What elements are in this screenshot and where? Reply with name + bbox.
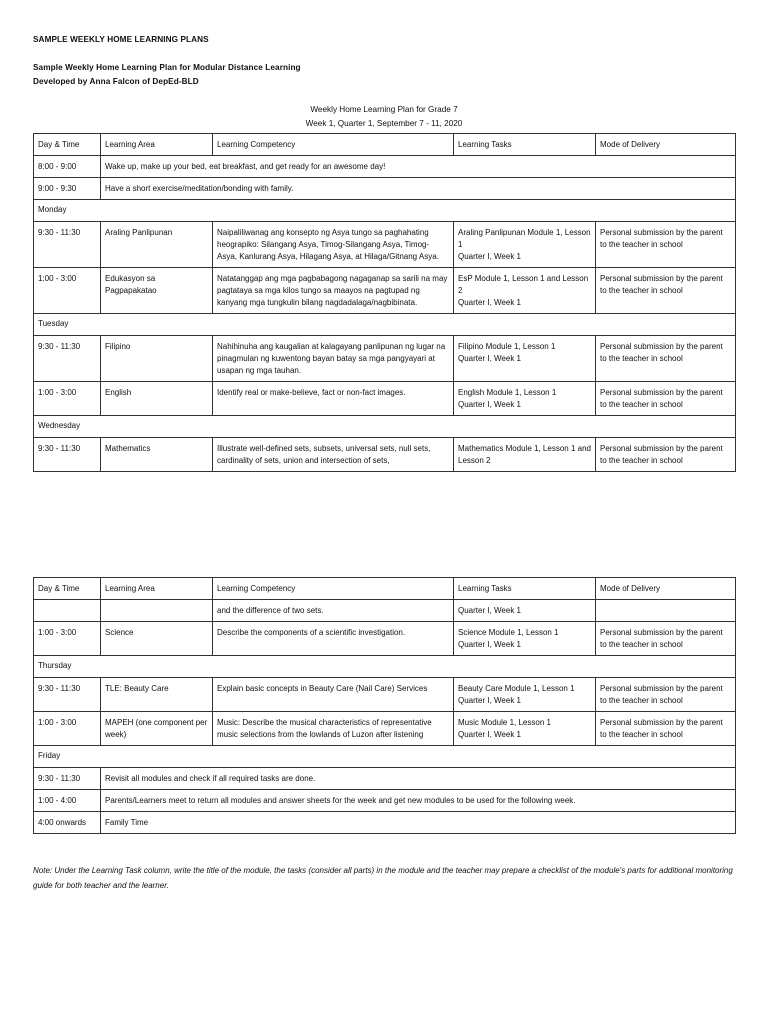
header-learning-tasks: Learning Tasks [454, 578, 596, 600]
header-learning-tasks: Learning Tasks [454, 134, 596, 156]
learning-area-cell [101, 600, 213, 622]
learning-competency-cell: Nahihinuha ang kaugalian at kalagayang panlipunan ng lugar na pinagmulan ng kuwentong bayan batay sa mga pangyayari at usapan ng mga tauhan. [213, 336, 454, 382]
schedule-row [34, 790, 736, 812]
learning-area-cell: MAPEH (one component per week) [101, 712, 213, 746]
table-row [34, 382, 736, 416]
task-line: Quarter I, Week 1 [458, 252, 521, 261]
day-label: Wednesday [34, 416, 736, 438]
task-line: EsP Module 1, Lesson 1 and Lesson 2 [458, 274, 589, 295]
header-learning-competency: Learning Competency [213, 578, 454, 600]
day-label: Tuesday [34, 314, 736, 336]
learning-tasks-cell [454, 622, 596, 656]
learning-tasks-cell [454, 382, 596, 416]
time-cell: 9:30 - 11:30 [34, 336, 101, 382]
task-line: Quarter I, Week 1 [458, 640, 521, 649]
mode-of-delivery-cell: Personal submission by the parent to the teacher in school [596, 336, 736, 382]
mode-of-delivery-cell [596, 600, 736, 622]
table-body [34, 600, 736, 834]
schedule-row [34, 812, 736, 834]
day-row [34, 314, 736, 336]
learning-area-cell: English [101, 382, 213, 416]
learning-tasks-cell [454, 336, 596, 382]
table-header-row [34, 134, 736, 156]
header-learning-competency: Learning Competency [213, 134, 454, 156]
day-row [34, 746, 736, 768]
learning-area-cell: Filipino [101, 336, 213, 382]
learning-tasks-cell [454, 712, 596, 746]
time-cell: 1:00 - 3:00 [34, 622, 101, 656]
mode-of-delivery-cell: Personal submission by the parent to the teacher in school [596, 712, 736, 746]
learning-area-cell: TLE: Beauty Care [101, 678, 213, 712]
time-cell: 1:00 - 3:00 [34, 382, 101, 416]
schedule-row [34, 156, 736, 178]
plan-title: Weekly Home Learning Plan for Grade 7 [310, 105, 458, 114]
time-cell: 8:00 - 9:00 [34, 156, 101, 178]
time-cell: 1:00 - 4:00 [34, 790, 101, 812]
time-cell: 9:30 - 11:30 [34, 678, 101, 712]
task-line: Mathematics Module 1, Lesson 1 and Lesson 2 [458, 444, 591, 465]
learning-area-cell: Araling Panlipunan [101, 222, 213, 268]
activity-cell: Revisit all modules and check if all required tasks are done. [101, 768, 736, 790]
time-cell: 1:00 - 3:00 [34, 712, 101, 746]
activity-cell: Parents/Learners meet to return all modules and answer sheets for the week and get new modules to be used for the following week. [101, 790, 736, 812]
day-label: Friday [34, 746, 736, 768]
table-body [34, 156, 736, 472]
mode-of-delivery-cell: Personal submission by the parent to the teacher in school [596, 222, 736, 268]
time-cell: 9:00 - 9:30 [34, 178, 101, 200]
header-mode-of-delivery: Mode of Delivery [596, 134, 736, 156]
learning-competency-cell: Naipaliliwanag ang konsepto ng Asya tungo sa paghahating heograpiko: Silangang Asya, Timog-Silangang Asya, Timog-Asya, Kanlurang Asya, Hilagang Asya, at Hilaga/Gitnang Asya. [213, 222, 454, 268]
task-line: English Module 1, Lesson 1 [458, 388, 557, 397]
mode-of-delivery-cell: Personal submission by the parent to the teacher in school [596, 678, 736, 712]
mode-of-delivery-cell: Personal submission by the parent to the teacher in school [596, 622, 736, 656]
learning-competency-cell: Illustrate well-defined sets, subsets, universal sets, null sets, cardinality of sets, union and intersection of sets, [213, 438, 454, 472]
task-line: Quarter I, Week 1 [458, 354, 521, 363]
task-line: Beauty Care Module 1, Lesson 1 [458, 684, 575, 693]
footnote: Note: Under the Learning Task column, write the title of the module, the tasks (consider all parts) in the module and the teacher may prepare a checklist of the module's parts for additional monitoring guide for both teacher and the learner. [33, 866, 733, 890]
task-line: Science Module 1, Lesson 1 [458, 628, 559, 637]
task-line: Quarter I, Week 1 [458, 606, 521, 615]
header-day-time: Day & Time [34, 134, 101, 156]
table-row [34, 222, 736, 268]
time-cell: 1:00 - 3:00 [34, 268, 101, 314]
mode-of-delivery-cell: Personal submission by the parent to the teacher in school [596, 268, 736, 314]
learning-area-cell: Edukasyon sa Pagpapakatao [101, 268, 213, 314]
learning-area-cell: Mathematics [101, 438, 213, 472]
day-row [34, 656, 736, 678]
activity-cell: Wake up, make up your bed, eat breakfast, and get ready for an awesome day! [101, 156, 736, 178]
day-label: Thursday [34, 656, 736, 678]
learning-plan-table-1 [33, 133, 736, 472]
day-row [34, 200, 736, 222]
learning-competency-cell: Identify real or make-believe, fact or non-fact images. [213, 382, 454, 416]
learning-tasks-cell [454, 678, 596, 712]
header-mode-of-delivery: Mode of Delivery [596, 578, 736, 600]
time-cell [34, 600, 101, 622]
day-label: Monday [34, 200, 736, 222]
mode-of-delivery-cell: Personal submission by the parent to the teacher in school [596, 438, 736, 472]
mode-of-delivery-cell: Personal submission by the parent to the teacher in school [596, 382, 736, 416]
learning-competency-cell: Natatanggap ang mga pagbabagong nagaganap sa sarili na may pagtataya sa mga kilos tungo sa maayos na pagtupad ng kanyang mga tungkulin bilang nagdadalaga/nagbibinata. [213, 268, 454, 314]
learning-competency-cell: Explain basic concepts in Beauty Care (Nail Care) Services [213, 678, 454, 712]
learning-competency-cell: and the difference of two sets. [213, 600, 454, 622]
task-line: Quarter I, Week 1 [458, 696, 521, 705]
activity-cell: Have a short exercise/meditation/bonding with family. [101, 178, 736, 200]
table-row [34, 622, 736, 656]
task-line: Music Module 1, Lesson 1 [458, 718, 551, 727]
time-cell: 9:30 - 11:30 [34, 768, 101, 790]
document-author: Developed by Anna Falcon of DepEd-BLD [33, 77, 199, 86]
task-line: Filipino Module 1, Lesson 1 [458, 342, 556, 351]
plan-week: Week 1, Quarter 1, September 7 - 11, 2020 [305, 119, 463, 128]
document-heading: SAMPLE WEEKLY HOME LEARNING PLANS [33, 35, 209, 44]
schedule-row [34, 178, 736, 200]
table-row [34, 438, 736, 472]
day-row [34, 416, 736, 438]
table-row [34, 600, 736, 622]
task-line: Quarter I, Week 1 [458, 400, 521, 409]
table-row [34, 678, 736, 712]
learning-competency-cell: Music: Describe the musical characteristics of representative music selections from the lowlands of Luzon after listening [213, 712, 454, 746]
header-day-time: Day & Time [34, 578, 101, 600]
activity-cell: Family Time [101, 812, 736, 834]
learning-tasks-cell [454, 268, 596, 314]
learning-competency-cell: Describe the components of a scientific investigation. [213, 622, 454, 656]
table-row [34, 268, 736, 314]
learning-tasks-cell [454, 438, 596, 472]
table-row [34, 712, 736, 746]
learning-area-cell: Science [101, 622, 213, 656]
task-line: Quarter I, Week 1 [458, 730, 521, 739]
task-line: Araling Panlipunan Module 1, Lesson 1 [458, 228, 591, 249]
time-cell: 9:30 - 11:30 [34, 438, 101, 472]
task-line: Quarter I, Week 1 [458, 298, 521, 307]
table-header-row [34, 578, 736, 600]
learning-plan-table-2 [33, 577, 736, 834]
header-learning-area: Learning Area [101, 578, 213, 600]
document-subtitle: Sample Weekly Home Learning Plan for Modular Distance Learning [33, 63, 301, 72]
learning-tasks-cell [454, 222, 596, 268]
header-learning-area: Learning Area [101, 134, 213, 156]
schedule-row [34, 768, 736, 790]
time-cell: 4:00 onwards [34, 812, 101, 834]
table-row [34, 336, 736, 382]
time-cell: 9:30 - 11:30 [34, 222, 101, 268]
learning-tasks-cell [454, 600, 596, 622]
